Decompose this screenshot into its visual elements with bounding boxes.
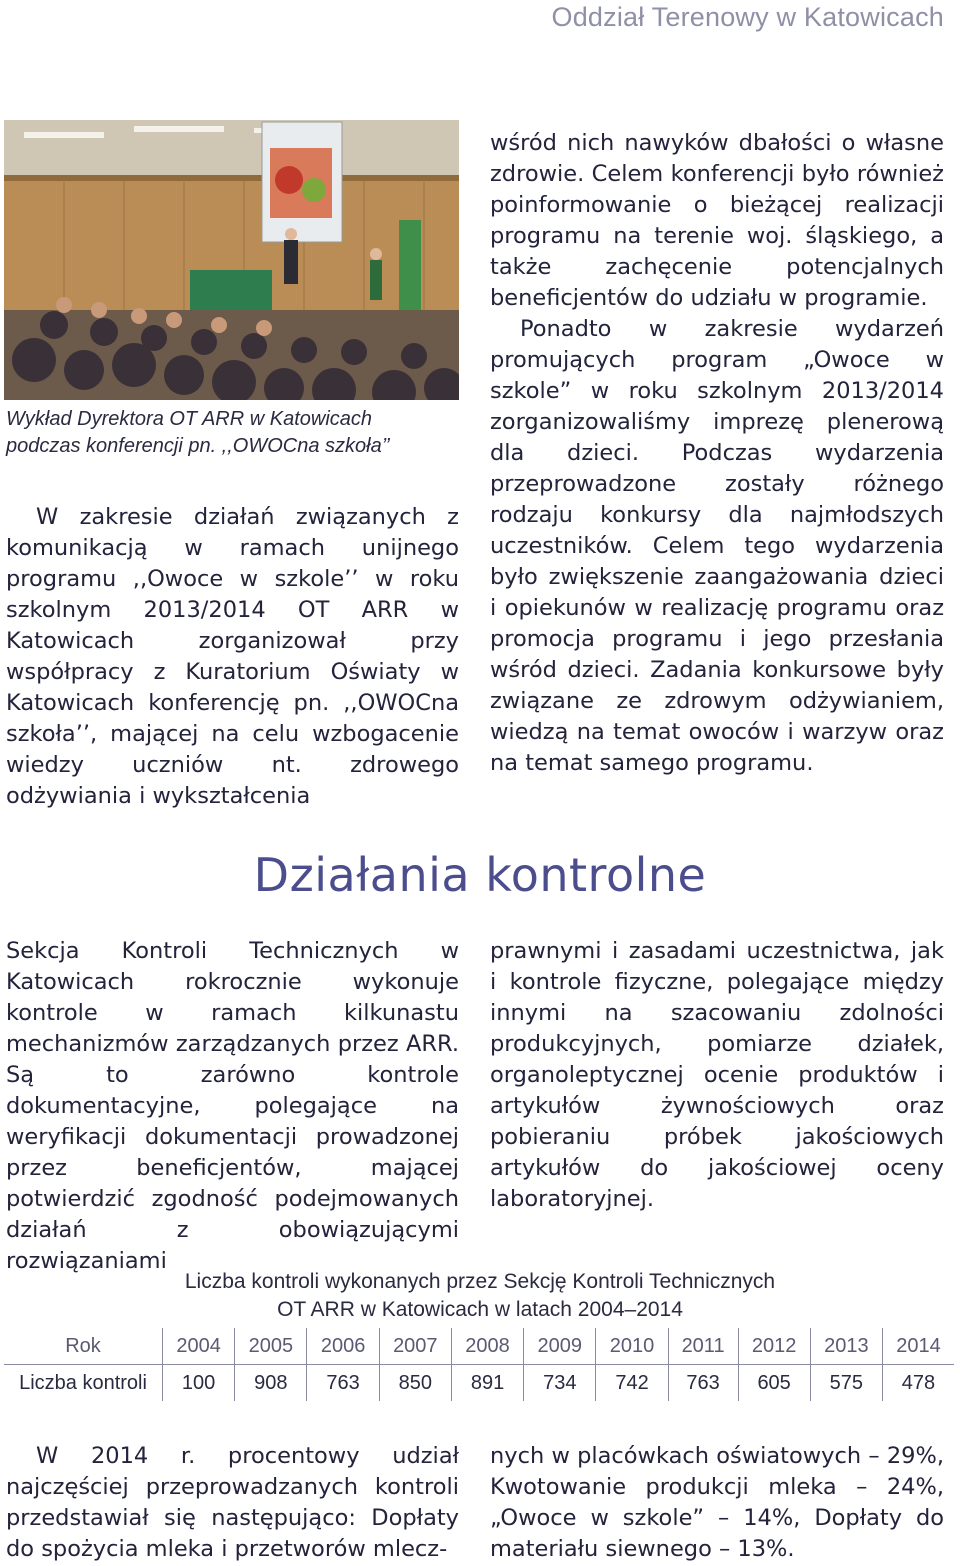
- year-cell: 2008: [451, 1328, 523, 1365]
- year-cell: 2010: [596, 1328, 668, 1365]
- year-cell: 2007: [379, 1328, 451, 1365]
- count-cell: 763: [668, 1365, 738, 1402]
- count-cell: 605: [738, 1365, 810, 1402]
- table-title: [0, 1268, 960, 1324]
- year-cell: 2009: [524, 1328, 596, 1365]
- article-conference-left: [6, 502, 459, 812]
- article-inspections-right: [490, 936, 944, 1215]
- article-conference-right: [490, 128, 944, 779]
- count-cell: 575: [810, 1365, 882, 1402]
- table-row-header: Rok: [4, 1328, 163, 1365]
- paragraph: Ponadto w zakresie wydarzeń promujących program „Owoce w szkole” w roku szkolnym 2013/2014 zorganizowaliśmy imprezę plenerową dla dzieci. Podczas wydarzenia przeprowadzone zostały różnego rodzaju konkursy dla najmłodszych uczestników. Celem tego wydarzenia było zwiększenie zaangażowania dzieci i opiekunów w realizację programu oraz promocja programu i jego przesłania wśród dzieci. Zadania konkursowe były związane ze zdrowym odżywianiem, wiedzą na temat owoców i warzyw oraz na temat samego programu.: [490, 316, 944, 776]
- inspections-table: [4, 1328, 954, 1401]
- paragraph: W zakresie działań związanych z komunikacją w ramach unijnego programu ,,Owoce w szkole’’ w roku szkolnym 2013/2014 OT ARR w Katowicach zorganizował przy współpracy z Kuratorium Oświaty w Katowicach konferencję pn. ,,OWOCna szkoła’’, mającej na celu wzbogacenie wiedzy uczniów nt. zdrowego odżywiania i wykształcenia: [6, 504, 459, 809]
- year-cell: 2014: [882, 1328, 954, 1365]
- section-heading: Działania kontrolne: [253, 848, 707, 902]
- count-cell: 734: [524, 1365, 596, 1402]
- paragraph: W 2014 r. procentowy udział najczęściej przeprowadzanych kontroli przedstawiał się następująco: Dopłaty do spożycia mleka i przetworów mlecz-: [6, 1443, 459, 1562]
- paragraph: Sekcja Kontroli Technicznych w Katowicach rokrocznie wykonuje kontrole w ramach kilkunastu mechanizmów zarządzanych przez ARR. Są to zarówno kontrole dokumentacyjne, polegające na weryfikacji dokumentacji prowadzonej przez beneficjentów, mającej potwierdzić zgodność podejmowanych działań z obowiązującymi rozwiązaniami: [6, 938, 459, 1274]
- year-cell: 2013: [810, 1328, 882, 1365]
- paragraph: prawnymi i zasadami uczestnictwa, jak i kontrole fizyczne, polegające między innymi na szacowaniu zdolności produkcyjnych, pomiarze działek, organoleptycznej ocenie produktów i artykułów żywnościowych oraz pobieraniu próbek jakościowych artykułów do jakościowej oceny laboratoryjnej.: [490, 938, 944, 1212]
- year-cell: 2005: [235, 1328, 307, 1365]
- year-cell: 2011: [668, 1328, 738, 1365]
- count-cell: 100: [163, 1365, 235, 1402]
- article-inspections-left: [6, 936, 459, 1277]
- conference-photo: [4, 120, 459, 400]
- year-cell: 2004: [163, 1328, 235, 1365]
- count-cell: 891: [451, 1365, 523, 1402]
- paragraph: wśród nich nawyków dbałości o własne zdrowie. Celem konferencji było również poinformowanie o bieżącej realizacji programu na terenie woj. śląskiego, a także zachęcenie potencjalnych beneficjentów do udziału w programie.: [490, 130, 944, 311]
- table-header-row: [4, 1328, 954, 1365]
- table-row: [4, 1365, 954, 1402]
- article-percentages-right: [490, 1441, 944, 1565]
- count-cell: 763: [307, 1365, 379, 1402]
- article-percentages-left: [6, 1441, 459, 1565]
- count-cell: 908: [235, 1365, 307, 1402]
- year-cell: 2012: [738, 1328, 810, 1365]
- photo-caption: Wykład Dyrektora OT ARR w Katowicach podczas konferencji pn. ,,OWOCna szkoła’’: [6, 408, 390, 457]
- table-title-line: Liczba kontroli wykonanych przez Sekcję Kontroli Technicznych: [184, 1270, 776, 1293]
- table-row-header: Liczba kontroli: [19, 1371, 147, 1394]
- year-cell: 2006: [307, 1328, 379, 1365]
- table-title-line: OT ARR w Katowicach w latach 2004–2014: [277, 1298, 683, 1321]
- page-header-title: Oddział Terenowy w Katowicach: [551, 2, 944, 32]
- count-cell: 478: [882, 1365, 954, 1402]
- count-cell: 850: [379, 1365, 451, 1402]
- count-cell: 742: [596, 1365, 668, 1402]
- paragraph: nych w placówkach oświatowych – 29%, Kwotowanie produkcji mleka – 24%, „Owoce w szkole” – 14%, Dopłaty do materiału siewnego – 13%.: [490, 1443, 944, 1562]
